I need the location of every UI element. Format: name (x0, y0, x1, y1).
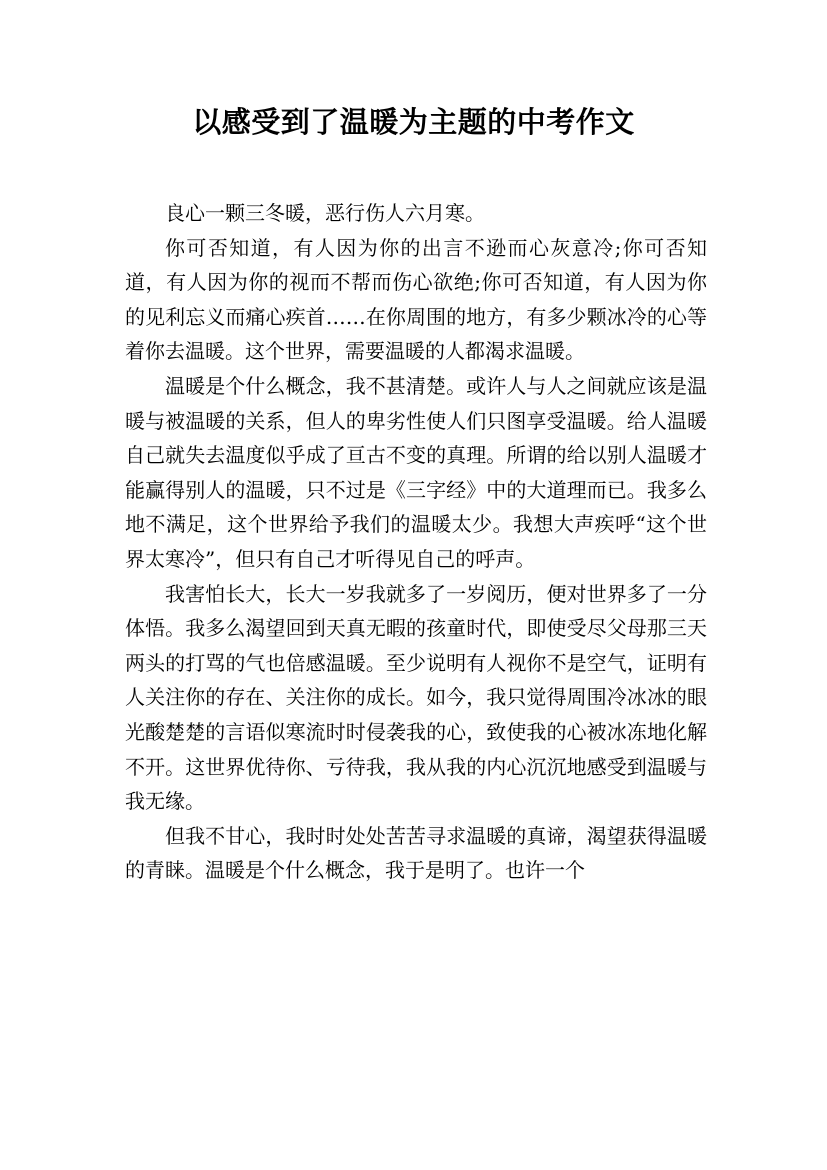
essay-body (125, 196, 707, 888)
paragraph-5: 但我不甘心，我时时处处苦苦寻求温暖的真谛，渴望获得温暖的青睐。温暖是个什么概念，我于是明了。也许一个 (125, 823, 707, 883)
paragraph-1: 良心一颗三冬暖，恶行伤人六月寒。 (165, 201, 485, 225)
paragraph-3: 温暖是个什么概念，我不甚清楚。或许人与人之间就应该是温暖与被温暖的关系，但人的卑劣性使人们只图享受温暖。给人温暖自己就失去温度似乎成了亘古不变的真理。所谓的给以别人温暖才能赢得别人的温暖，只不过是《三字经》中的大道理而已。我多么地不满足，这个世界给予我们的温暖太少。我想大声疾呼“这个世界太寒冷”，但只有自己才听得见自己的呼声。 (125, 373, 707, 571)
document-title: 以感受到了温暖为主题的中考作文 (192, 105, 635, 139)
paragraph-2: 你可否知道，有人因为你的出言不逊而心灰意冷;你可否知道，有人因为你的视而不帮而伤心欲绝;你可否知道，有人因为你的见利忘义而痛心疾首……在你周围的地方，有多少颗冰冷的心等着你去温暖。这个世界，需要温暖的人都渴求温暖。 (125, 235, 707, 364)
paragraph-4: 我害怕长大，长大一岁我就多了一岁阅历，便对世界多了一分体悟。我多么渴望回到天真无暇的孩童时代，即使受尽父母那三天两头的打骂的气也倍感温暖。至少说明有人视你不是空气，证明有人关注你的存在、关注你的成长。如今，我只觉得周围冷冰冰的眼光酸楚楚的言语似寒流时时侵袭我的心，致使我的心被冰冻地化解不开。这世界优待你、亏待我，我从我的内心沉沉地感受到温暖与我无缘。 (125, 581, 707, 814)
